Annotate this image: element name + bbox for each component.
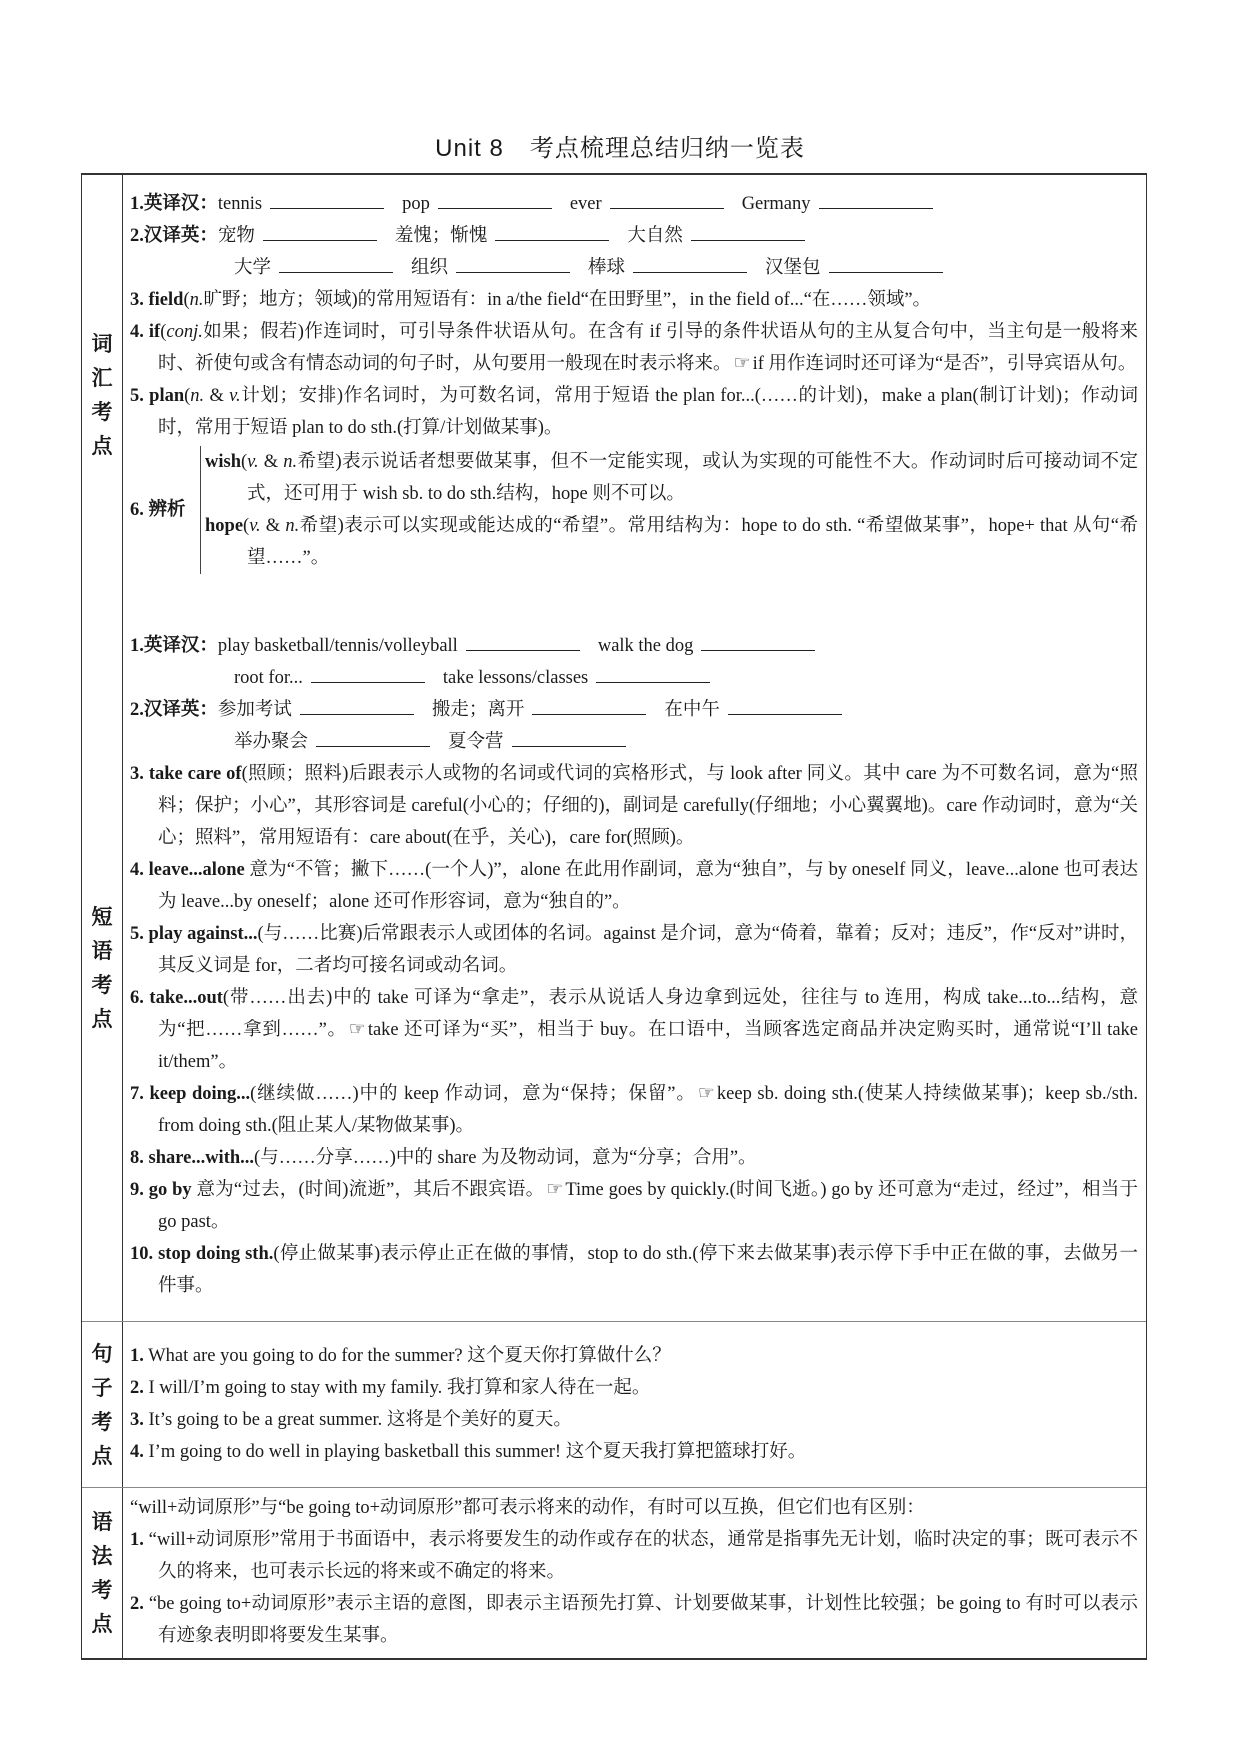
text-run: ( — [184, 386, 191, 406]
prompt-word: 在中午 — [664, 700, 720, 720]
list-item — [130, 1436, 1138, 1468]
key-term: play against... — [148, 924, 258, 944]
section-label-char: 句 — [91, 1341, 113, 1366]
text-run: “be going to+动词原形”表示主语的意图，即表示主语预先打算、计划要做某事，计划性比较强；be going to 有时可以表示有迹象表明即将要发生某事。 — [148, 1594, 1139, 1646]
answer-blank[interactable] — [512, 728, 626, 747]
list-item — [130, 1372, 1138, 1404]
section-label-char: 点 — [91, 1612, 113, 1636]
fill-in-pair — [234, 662, 443, 694]
key-term: take...out — [149, 988, 223, 1008]
text-run: v. — [247, 452, 259, 472]
prompt-word: pop — [402, 194, 430, 214]
prompt-word: walk the dog — [597, 636, 694, 656]
text-run: 意为“不管；撇下……(一个人)”，alone 在此用作副词，意为“独自”，与 by oneself 同义，leave...alone 也可表达为 leave...by oneself；alone 还可作形容词，意为“独自的”。 — [158, 860, 1138, 912]
answer-blank[interactable] — [438, 190, 552, 209]
prompt-word: 夏令营 — [448, 732, 504, 752]
section-content — [123, 1322, 1146, 1487]
prompt-word: 羞愧；惭愧 — [394, 226, 488, 246]
section-label-char: 考 — [91, 1409, 113, 1434]
list-item — [130, 1588, 1138, 1652]
comparison-brace — [200, 446, 1138, 574]
item-number: 10. — [130, 1244, 154, 1264]
text-run: n. — [189, 290, 204, 310]
key-term: field — [148, 290, 184, 310]
text-run: & — [260, 516, 286, 536]
comparison-entry — [205, 446, 1138, 510]
fill-in-row — [130, 188, 1138, 220]
list-item — [130, 854, 1138, 918]
fill-in-pair — [664, 694, 860, 726]
text-run: & — [204, 386, 230, 406]
item-number: 6. — [130, 500, 144, 520]
section-label-char: 点 — [91, 1007, 113, 1031]
section-label-char: 考 — [91, 400, 113, 424]
text-run: ( — [241, 452, 248, 472]
prompt-word: 搬走；离开 — [431, 700, 525, 720]
answer-blank[interactable] — [596, 664, 710, 683]
item-number: 1. — [130, 194, 144, 214]
item-lead: 辨析 — [148, 500, 186, 520]
answer-blank[interactable] — [701, 632, 815, 651]
prompt-word: 汉堡包 — [765, 258, 821, 278]
section-content — [123, 1488, 1146, 1658]
list-item — [130, 1174, 1138, 1238]
text-run: 如果；假若)作连词时，可引导条件状语从句。在含有 if 引导的条件状语从句的主从复合句中，当主句是一般将来时、祈使句或含有情态动词的句子时，从句要用一般现在时表示将来。 — [158, 322, 1139, 374]
answer-blank[interactable] — [495, 222, 609, 241]
section-label-char: 语 — [91, 1510, 113, 1534]
answer-blank[interactable] — [829, 254, 943, 273]
list-item — [130, 1142, 1138, 1174]
title-text: 考点梳理总结归纳一览表 — [529, 135, 805, 162]
key-term: if — [148, 322, 161, 342]
key-term: go by — [148, 1180, 192, 1200]
prompt-word: root for... — [234, 668, 303, 688]
text-run: 旷野；地方；领域)的常用短语有：in a/the field“在田野里”，in the field of...“在……领域”。 — [203, 290, 932, 310]
answer-blank[interactable] — [819, 190, 933, 209]
text-run: v. — [249, 516, 261, 536]
fill-in-pair — [432, 694, 665, 726]
fill-in-pair — [218, 630, 598, 662]
fill-in-row — [130, 662, 1138, 694]
prompt-word: ever — [569, 194, 602, 214]
text-run: conj. — [166, 322, 203, 342]
item-number: 8. — [130, 1148, 144, 1168]
list-item — [130, 1404, 1138, 1436]
section-label-char: 子 — [91, 1375, 113, 1400]
text-run: ( — [183, 290, 190, 310]
fill-in-row — [130, 252, 1138, 284]
text-run: Time goes by quickly.(时间飞逝。) go by 还可意为“走过，经过”，相当于 go past。 — [158, 1180, 1138, 1232]
answer-blank[interactable] — [633, 254, 747, 273]
item-number: 2. — [130, 226, 144, 246]
item-number: 1. — [130, 636, 144, 656]
fill-in-pair — [411, 252, 588, 284]
fill-in-pair — [218, 694, 432, 726]
comparison-entry — [205, 510, 1138, 574]
answer-blank[interactable] — [316, 728, 430, 747]
item-number: 1. — [130, 1530, 144, 1550]
item-number: 3. — [130, 764, 144, 784]
key-term: hope — [205, 516, 244, 536]
fill-in-pair — [443, 662, 728, 694]
text-run: It’s going to be a great summer. 这将是个美好的夏天。 — [148, 1410, 572, 1430]
section-label — [82, 1488, 123, 1658]
text-run: (继续做……)中的 keep 作动词，意为“保持；保留”。 — [250, 1084, 696, 1104]
page-title — [0, 128, 1240, 163]
section-label-char: 汇 — [91, 366, 113, 390]
prompt-word: 大学 — [234, 258, 272, 278]
fill-in-pair — [395, 220, 628, 252]
item-lead: 英译汉： — [143, 636, 218, 656]
list-item — [130, 1340, 1138, 1372]
answer-blank[interactable] — [456, 254, 570, 273]
section-label-char: 语 — [91, 939, 113, 963]
item-lead: 汉译英： — [143, 226, 218, 246]
item-number: 2. — [130, 700, 144, 720]
fill-in-pair — [570, 188, 742, 220]
section-label-char: 点 — [91, 434, 113, 458]
text-run: I’m going to do well in playing basketball this summer! 这个夏天我打算把篮球打好。 — [148, 1442, 807, 1462]
prompt-word: 棒球 — [588, 258, 626, 278]
key-term: plan — [149, 386, 185, 406]
fill-in-row — [130, 726, 1138, 758]
text-run: 希望)表示说话者想要做某事，但不一定能实现，或认为实现的可能性不大。作动词时后可接动词不定式，还可用于 wish sb. to do sth.结构，hope 则不可以。 — [247, 452, 1138, 504]
item-number: 9. — [130, 1180, 144, 1200]
list-item — [130, 1524, 1138, 1588]
list-item — [130, 918, 1138, 982]
answer-blank[interactable] — [263, 222, 377, 241]
item-number: 3. — [130, 290, 144, 310]
item-number: 7. — [130, 1084, 144, 1104]
answer-blank[interactable] — [610, 190, 724, 209]
fill-in-pair — [234, 252, 411, 284]
list-item — [130, 380, 1138, 444]
key-term: keep doing... — [149, 1084, 251, 1104]
section-label — [82, 615, 123, 1321]
text-run: n. — [283, 452, 298, 472]
section-label-char: 法 — [91, 1544, 113, 1568]
text-run: What are you going to do for the summer? 这个夏天你打算做什么？ — [148, 1346, 671, 1366]
text-run: & — [258, 452, 284, 472]
list-item — [130, 982, 1138, 1078]
item-number: 4. — [130, 1442, 144, 1462]
answer-blank[interactable] — [300, 696, 414, 715]
item-number: 2. — [130, 1594, 144, 1614]
text-run: n. — [285, 516, 300, 536]
section-sentence — [82, 1321, 1146, 1487]
list-item — [130, 284, 1138, 316]
prompt-word: 举办聚会 — [234, 732, 309, 752]
prompt-word: tennis — [217, 194, 263, 214]
key-term: stop doing sth. — [158, 1244, 274, 1264]
grammar-intro: “will+动词原形”与“be going to+动词原形”都可表示将来的动作，有时可以互换，但它们也有区别： — [130, 1498, 925, 1518]
fill-in-pair — [765, 252, 961, 284]
list-item — [130, 1238, 1138, 1302]
item-number: 5. — [130, 924, 144, 944]
text-run: 希望)表示可以实现或能达成的“希望”。常用结构为：hope to do sth. “希望做某事”，hope+ that 从句“希望……”。 — [247, 516, 1138, 568]
text-run: keep sb. doing sth.(使某人持续做某事)；keep sb./sth. from doing sth.(阻止某人/某物做某事)。 — [158, 1084, 1139, 1136]
comparison-lead — [130, 494, 200, 526]
item-number: 4. — [130, 860, 144, 880]
key-term: share...with... — [148, 1148, 255, 1168]
section-label — [82, 175, 123, 615]
fill-in-pair — [588, 252, 765, 284]
text-run: (停止做某事)表示停止正在做的事情，stop to do sth.(停下来去做某事)表示停下手中正在做的事，去做另一件事。 — [158, 1244, 1139, 1296]
section-label-char: 考 — [91, 973, 113, 997]
answer-blank[interactable] — [728, 696, 842, 715]
answer-blank[interactable] — [532, 696, 646, 715]
section-grammar — [82, 1487, 1146, 1658]
answer-blank[interactable] — [279, 254, 393, 273]
key-term: leave...alone — [148, 860, 245, 880]
item-lead: 汉译英： — [143, 700, 218, 720]
prompt-word: 参加考试 — [217, 700, 292, 720]
key-term: take care of — [148, 764, 242, 784]
text-run: ( — [243, 516, 250, 536]
fill-in-pair — [742, 188, 951, 220]
section-label-char: 词 — [91, 332, 113, 356]
text-run: “will+动词原形”常用于书面语中，表示将要发生的动作或存在的状态，通常是指事先无计划，临时决定的事；既可表示不久的将来，也可表示长远的将来或不确定的将来。 — [148, 1530, 1139, 1582]
text-run: v. — [229, 386, 241, 406]
answer-blank[interactable] — [270, 190, 384, 209]
text-run: (带……出去)中的 take 可译为“拿走”，表示从说话人身边拿到远处，往往与 to 连用，构成 take...to...结构，意为“把……拿到……”。 — [158, 988, 1139, 1040]
list-item — [130, 758, 1138, 854]
text-run: (与……分享……)中的 share 为及物动词，意为“分享；合用”。 — [254, 1148, 757, 1168]
fill-in-pair — [448, 726, 644, 758]
text-run: (与……比赛)后常跟表示人或团体的名词。against 是介词，意为“倚着，靠着；反对；违反”，作“反对”讲时，其反义词是 for，二者均可接名词或动名词。 — [158, 924, 1139, 976]
fill-in-pair — [234, 726, 448, 758]
prompt-word: 组织 — [411, 258, 449, 278]
text-run: 意为“过去，(时间)流逝”，其后不跟宾语。 — [191, 1180, 545, 1200]
list-item — [130, 316, 1138, 380]
text-run: if 用作连词时还可译为“是否”，引导宾语从句。 — [752, 354, 1137, 374]
fill-in-row — [130, 220, 1138, 252]
fill-in-row — [130, 630, 1138, 662]
fill-in-pair — [598, 630, 834, 662]
item-number: 5. — [130, 386, 144, 406]
list-item — [130, 1078, 1138, 1142]
item-number: 3. — [130, 1410, 144, 1430]
fill-in-pair — [627, 220, 823, 252]
section-label — [82, 1322, 123, 1487]
text-run: take 还可译为“买”，相当于 buy。在口语中，当顾客选定商品并决定购买时，通常说“I’ll take it/them”。 — [158, 1020, 1138, 1072]
answer-blank[interactable] — [691, 222, 805, 241]
text-run: 计划；安排)作名词时，为可数名词，常用于短语 the plan for...(……的计划)，make a plan(制订计划)；作动词时，常用于短语 plan to do sth.(打算/计划做某事)。 — [158, 386, 1139, 438]
section-content — [123, 615, 1146, 1321]
pointing-hand-icon: ☞ — [348, 1019, 366, 1040]
text-run: I will/I’m going to stay with my family. 我打算和家人待在一起。 — [148, 1378, 651, 1398]
text-run: (照顾；照料)后跟表示人或物的名词或代词的宾格形式，与 look after 同义。其中 care 为不可数名词，意为“照料；保护；小心”，其形容词是 careful(小心的；仔细的)，副词是 carefully(仔细地；小心翼翼地)。care 作动词时，意为“关心；照料”，常用短语有：care about(在乎，关心)，care for(照顾)。 — [158, 764, 1139, 848]
section-phrase — [82, 615, 1146, 1321]
item-number: 4. — [130, 322, 144, 342]
section-vocab — [82, 175, 1146, 615]
text-run: ( — [160, 322, 167, 342]
unit-number: Unit 8 — [435, 135, 504, 162]
prompt-word: 大自然 — [627, 226, 683, 246]
fill-in-pair — [218, 188, 402, 220]
item-lead: 英译汉： — [143, 194, 218, 214]
item-number: 2. — [130, 1378, 144, 1398]
prompt-word: Germany — [741, 194, 811, 214]
comparison-item — [130, 446, 1138, 574]
section-content — [123, 175, 1146, 615]
answer-blank[interactable] — [466, 632, 580, 651]
summary-table — [81, 173, 1147, 1660]
section-label-char: 考 — [91, 1578, 113, 1602]
prompt-word: play basketball/tennis/volleyball — [217, 636, 458, 656]
pointing-hand-icon: ☞ — [733, 353, 751, 374]
pointing-hand-icon: ☞ — [697, 1083, 715, 1104]
item-number: 6. — [130, 988, 144, 1008]
fill-in-row — [130, 694, 1138, 726]
pointing-hand-icon: ☞ — [546, 1179, 564, 1200]
key-term: wish — [205, 452, 241, 472]
fill-in-pair — [218, 220, 395, 252]
prompt-word: 宠物 — [217, 226, 255, 246]
fill-in-pair — [402, 188, 570, 220]
prompt-word: take lessons/classes — [442, 668, 589, 688]
section-label-char: 短 — [91, 905, 113, 929]
text-run: n. — [190, 386, 205, 406]
item-number: 1. — [130, 1346, 144, 1366]
section-label-char: 点 — [91, 1443, 113, 1468]
answer-blank[interactable] — [311, 664, 425, 683]
